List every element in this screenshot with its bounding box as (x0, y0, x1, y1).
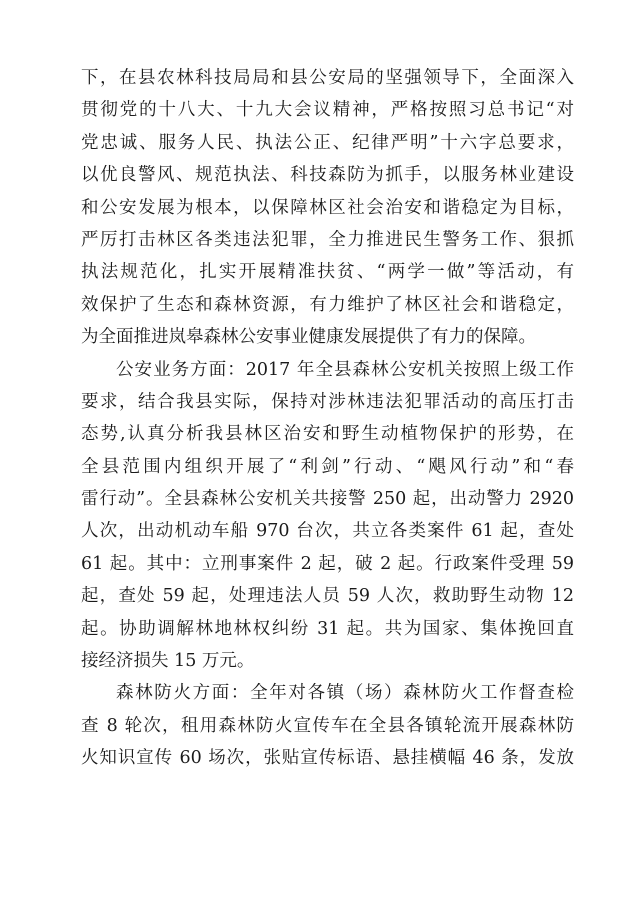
paragraph-2 (81, 354, 574, 678)
text-line: 党忠诚、服务人民、执法公正、纪律严明”十六字总要求， (81, 132, 574, 153)
text-line: 为全面推进岚皋森林公安事业健康发展提供了有力的保障。 (81, 327, 536, 348)
text-line: 公安业务方面：2017 年全县森林公安机关按照上级工作 (116, 359, 574, 380)
text-line: 和公安发展为根本，以保障林区社会治安和谐稳定为目标， (81, 197, 574, 218)
text-line: 火知识宣传 60 场次，张贴宣传标语、悬挂横幅 46 条，发放 (81, 748, 574, 769)
text-line: 全县范围内组织开展了“利剑”行动、“飓风行动”和“春 (81, 456, 574, 477)
text-line: 严厉打击林区各类违法犯罪，全力推进民生警务工作、狠抓 (81, 229, 574, 250)
paragraph-1 (81, 62, 574, 354)
text-line: 执法规范化，扎实开展精准扶贫、“两学一做”等活动，有 (81, 262, 574, 283)
text-line: 以优良警风、规范执法、科技森防为抓手，以服务林业建设 (81, 165, 574, 186)
text-line: 效保护了生态和森林资源，有力维护了林区社会和谐稳定， (81, 294, 574, 315)
text-line: 人次，出动机动车船 970 台次，共立各类案件 61 起，查处 (81, 521, 574, 542)
text-line: 接经济损失 15 万元。 (81, 651, 255, 672)
text-line: 查 8 轮次，租用森林防火宣传车在全县各镇轮流开展森林防 (81, 715, 574, 736)
text-line: 雷行动”。全县森林公安机关共接警 250 起，出动警力 2920 (81, 489, 574, 510)
document-body (81, 62, 574, 775)
text-line: 下，在县农林科技局局和县公安局的坚强领导下，全面深入 (81, 68, 574, 88)
text-line: 起。协助调解林地林权纠纷 31 起。共为国家、集体挽回直 (81, 618, 574, 639)
text-line: 61 起。其中：立刑事案件 2 起，破 2 起。行政案件受理 59 (81, 553, 574, 574)
text-line: 要求，结合我县实际，保持对涉林违法犯罪活动的高压打击 (81, 391, 574, 412)
text-line: 起，查处 59 起，处理违法人员 59 人次，救助野生动物 12 (81, 586, 574, 607)
text-line: 贯彻党的十八大、十九大会议精神，严格按照习总书记“对 (81, 100, 574, 121)
text-line: 态势,认真分析我县林区治安和野生动植物保护的形势，在 (81, 424, 574, 445)
paragraph-3 (81, 677, 574, 774)
text-line: 森林防火方面：全年对各镇（场）森林防火工作督查检 (116, 683, 574, 704)
